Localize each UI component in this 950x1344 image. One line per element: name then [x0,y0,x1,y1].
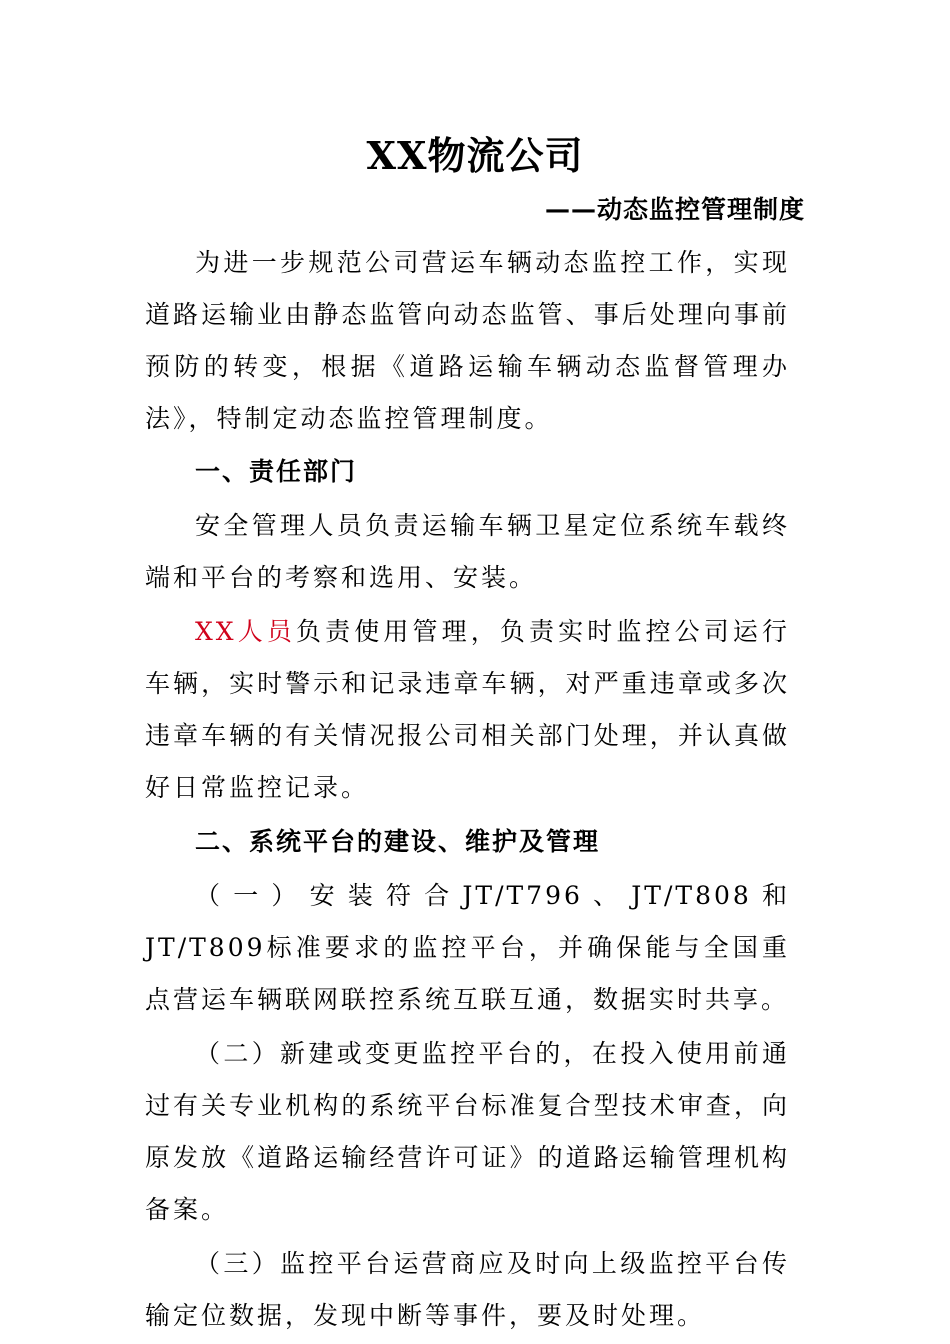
responsibility-paragraph-1: 安全管理人员负责运输车辆卫星定位系统车载终端和平台的考察和选用、安装。 [145,511,790,592]
intro-paragraph: 为进一步规范公司营运车辆动态监控工作，实现道路运输业由静态监管向动态监管、事后处理向事前预防的转变，根据《道路运输车辆动态监督管理办法》，特制定动态监控管理制度。 [145,248,790,433]
platform-item-2: （二）新建或变更监控平台的，在投入使用前通过有关专业机构的系统平台标准复合型技术审查，向原发放《道路运输经营许可证》的道路运输管理机构备案。 [145,1039,790,1224]
document-title: XX物流公司 [366,133,584,178]
document-body [145,237,790,1342]
responsibility-paragraph-2-text: 负责使用管理，负责实时监控公司运行车辆，实时警示和记录违章车辆，对严重违章或多次违章车辆的有关情况报公司相关部门处理，并认真做好日常监控记录。 [145,617,790,802]
highlight-personnel: XX人员 [195,617,296,646]
responsibility-paragraph-2 [145,606,790,814]
section-heading-platform: 二、系统平台的建设、维护及管理 [195,827,601,856]
platform-item-3: （三）监控平台运营商应及时向上级监控平台传输定位数据，发现中断等事件，要及时处理。 [145,1249,790,1330]
section-heading-responsibility: 一、责任部门 [195,457,358,486]
platform-item-1: （一）安装符合JT/T796、JT/T808和JT/T809标准要求的监控平台，并确保能与全国重点营运车辆联网联控系统互联互通，数据实时共享。 [145,881,790,1014]
document-subtitle: ——动态监控管理制度 [544,195,805,224]
